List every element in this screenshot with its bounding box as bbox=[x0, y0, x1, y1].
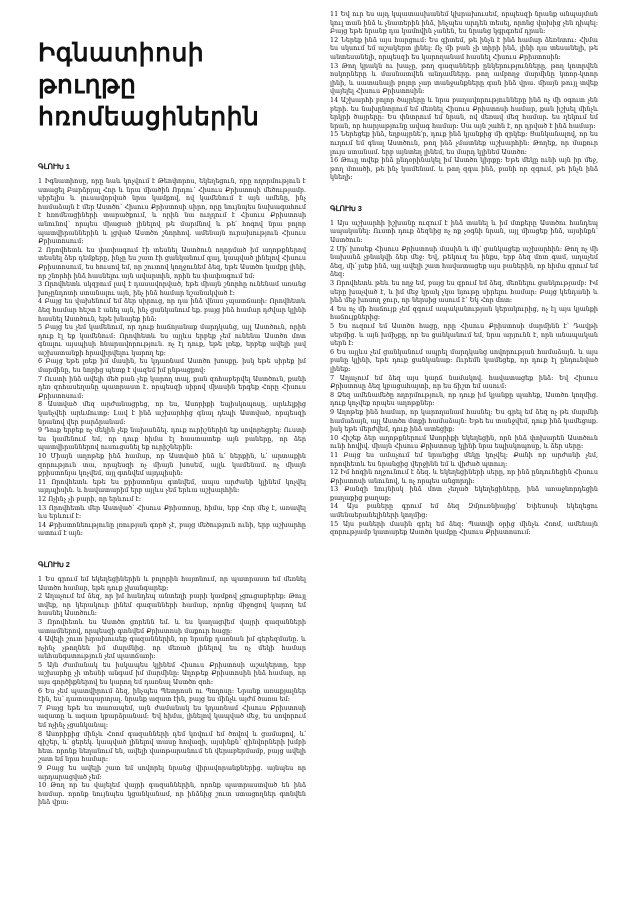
paragraph: 7 Բայց եթե ես տառապեմ, այն ժամանակ ես կդառնամ Հիսուս Քրիստոսի ազատը և ազատ կբարձրանամ։ Եվ հիմա, լինելով կապված մեջ, ես սովորում եմ ոչինչ չցանկանալ։ bbox=[38, 703, 306, 730]
paragraph: 4 Ավելի շուտ խրախուսեք գազաններին, որ նրանք դառնան իմ գերեզմանը. և ոչինչ չթողնեն իմ մարմնից. որ մեռած լինելով ես ոչ մեկի համար անհանգստություն չեմ պատճառի։ bbox=[38, 635, 306, 661]
section-heading: ԳԼՈՒԽ 3 bbox=[330, 203, 362, 213]
paragraph: 16 Թույլ տվեք ինձ ընդօրինակել իմ Աստծո կիրքը։ Եթե մեկը ունի այն իր մեջ, թող մտածի, թե ինչ կամենամ. և թող զգա ինձ, բանի որ զգում, թե ինչն ինձ կնեղի։ bbox=[330, 156, 598, 182]
paragraph: 2 Որովհետև ես փափագում էի տեսնել Աստծուն ողորմած իմ աղոթքներով տեսնել ձեր դեմքերը, ինչը ես շատ էի ցանկանում գալ, կապված լինելով Հիսուս Քրիստոսում, ես հուսով եմ, որ շուտով կողջունեմ ձեզ, եթե Աստծո կամքը լինի, որ շնորհի ինձ հասնելու այն ավարտին, որին ես փափագում եմ։ bbox=[38, 245, 306, 280]
paragraph: 9 Դուք երբեք ոչ մեկին չեք նախանձել. դուք ուրիշներին եք սովորեցրել։ Ուստի ես կամենում եմ, որ դուք հիմա էլ հաստատեք այն բաները, որ ձեր պատվիրաններով ուսուցանել եք ուրիշներին։ bbox=[38, 426, 306, 452]
paragraph: 3 Որովհետև ես Աստծո ցորենն եմ. և ես կաղացվեմ վայրի գազանների ատամներով, որպեսզի գտնվեմ Քրիստոսի մաքուր հացը։ bbox=[38, 617, 306, 635]
paragraph: 9 Աղոթեք ինձ համար, որ կարողանամ հասնել։ Ես գրել եմ ձեզ ոչ թե մարմնի համաձայն, այլ Աստծո մտքի համաձայն։ Եթե ես տանջվեմ, դուք ինձ կամեցաք. իսկ եթե մերժվեմ, դուք ինձ ատեցիք։ bbox=[330, 407, 598, 434]
paragraph: 1 Այս աշխարհի իշխանը ուզում է ինձ տանել և իմ մտքերը Աստծու հանդեպ ապականել։ Ուստի դուք ձեզնից ոչ ոք չօգնի նրան, այլ միացեք ինձ, այսինքն՝ Աստծուն։ bbox=[330, 218, 598, 245]
section bbox=[38, 560, 306, 807]
paragraph: 8 Աստված մեզ արժանացրեց, որ ես, Ասորիքի եպիսկոպոսը, արևելքից կանչվեի արևմուտք։ Լավ է ինձ աշխարհից գնալ դեպի Աստված, որպեսզի նրանով վեր բարձրանամ։ bbox=[38, 400, 306, 426]
paragraph: 2 Մի՛ խոսեք Հիսուս Քրիստոսի մասին և մի՛ ցանկացեք աշխարհին։ Թող ոչ մի նախանձ չբնակվի ձեր մեջ։ Եվ, թեկուզ ես ինքս, երբ ձեզ մոտ գամ, աղաչեմ ձեզ, մի՛ լսեք ինձ, այլ ավելի շատ հավատացեք այս բաներին, որ հիմա գրում եմ ձեզ։ bbox=[330, 244, 598, 279]
paragraph: 14 Այս բաները գրում եմ ձեզ Զմյուռնիայից՝ Եփեսոսի եկեղեցու ամենաերանելիների կողմից։ bbox=[330, 502, 598, 520]
paragraph: 8 Ձեզ ամենամեծը ողորմություն, որ դուք իմ կյանքը պահեք, Աստծո կողմից. դուք կոչվեք որպես աղոթքներ։ bbox=[330, 390, 598, 408]
section bbox=[38, 162, 306, 550]
paragraph: 6 Բայց եթե լռեք իմ մասին, ես կդառնամ Աստծո խոսքը. իսկ եթե սիրեք իմ մարմինը, ես նորից պետք է վազեմ իմ ընթացքով։ bbox=[38, 357, 306, 375]
paragraph: 10 Միայն աղոթեք ինձ համար, որ Աստված ինձ և՛ ներքին, և՛ արտաքին զորություն տա, որպեսզի ոչ միայն խոսեմ, այլև կամենամ. ոչ միայն քրիստոնյա կոչվեմ, այլ գտնվեմ այդպիսին։ bbox=[38, 452, 306, 478]
paragraph: 7 Ուստի ինձ ավելի մեծ բան չեք կարող տալ, քան զոհաբերվել Աստծուն, քանի դեռ զոհասեղանը պատրաստ է. որպեսզի սիրով միասին երգեք Հորը Հիսուս Քրիստոսում։ bbox=[38, 374, 306, 400]
paragraph: 13 Թող կրակն ու խաչը, թող գազանների ընկերությունները, թող կոտրվեն ոսկորները և մասնատվեն անդամները. թող ամբողջ մարմինը կտոր-կտոր լինի, և սատանայի բոլոր չար տանջանքները գան ինձ վրա. միայն թույլ տվեք վայելել Հիսուս Քրիստոսին։ bbox=[330, 61, 598, 96]
section-spacer bbox=[38, 538, 306, 550]
section-heading: ԳԼՈՒԽ 2 bbox=[38, 559, 70, 569]
paragraph: 15 Ներեցեք ինձ, եղբայրնե՛ր, դուք ինձ կյանքից մի զրկեք։ Ցանկանալով, որ ես ուղում եմ գնալ Աստծուն, թող ինձ չմատնեք աշխարհին։ Թողեք, որ մաքուր լույս ստանամ. երբ այնտեղ լինեմ, ես մարդ կլինեմ Աստծո։ bbox=[330, 130, 598, 156]
paragraph: 7 Աղաչում եմ ձեզ այս կարճ նամակով. հավատացեք ինձ։ Եվ Հիսուս Քրիստոսը ձեզ կբացահայտի, որ ես ճիշտ եմ ասում։ bbox=[330, 373, 598, 391]
paragraph: 13 Քանզի նույնիսկ ինձ մոտ չեղած եկեղեցիները, ինձ առաջնորդեցին քաղաքից քաղաք։ bbox=[330, 485, 598, 502]
paragraph: 8 Ասորիքից մինչև Հռոմ գազանների դեմ կռվում եմ ծովով և ցամաքով, և՛ գիշեր, և՛ ցերեկ. կապված լինելով տասը հովազի, այսինքն՝ զինվորների խմբի հետ. որոնք նեղանում են, ավելի վատթարանում են վերաբերմամբ, բայց ավելի շատ եմ նրա համար։ bbox=[38, 729, 306, 764]
paragraph: 9 Բայց ես ավելի շատ եմ սովորել նրանց վիրավորանքներից. այնպես որ արդարացված չեմ։ bbox=[38, 764, 306, 781]
paragraph: 14 Աշխարհի բոլոր ծայրերը և նրա բաղավորությունները ինձ ոչ մի օգուտ չեն բերի. ես նախընտրում եմ մեռնել Հիսուս Քրիստոսի համար, քան իշխել մինչև երկրի ծայրերը։ Ես փնտրում եմ նրան, ով մեռավ մեզ համար. ես ղեկում եմ նրան, որ հարյաթյունը ավագ համար։ Սա այն շահն է, որ դրված է ինձ համար։ bbox=[330, 95, 598, 130]
section bbox=[330, 10, 598, 194]
paragraph: 6 Ես չեմ պատվիրում ձեզ, ինչպես Պետրոսն ու Պողոսը։ Նրանք առաքյալներ էին, ես՝ դատապարտյալ. նրանք ազատ էին, բայց ես մինչև այժմ ծառա եմ։ bbox=[38, 686, 306, 704]
paragraph: 4 Ես ոչ մի հաճույք չեմ զգում ապականության կերակուրից, ոչ էլ այս կյանքի հաճույքներից։ bbox=[330, 304, 598, 322]
right-column bbox=[330, 10, 598, 537]
paragraph: 2 Աղաչում եմ ձեզ, որ իմ հանդեպ անտեղի բարի կամքով չցուցաբերեք։ Թույլ տվեք, որ կերակուր լինեմ գազանների համար, որոնց միջոցով կարող եմ հասնել Աստծուն։ bbox=[38, 592, 306, 618]
paragraph: 3 Որովհետև սկզբում լավ է դասավորված, եթե միայն շնորհը ունենամ առանց խոչընդոտի ստանալու այն, ինչ ինձ համար նշանակված է։ bbox=[38, 280, 306, 297]
left-column bbox=[38, 38, 306, 807]
paragraph: 1 Ես գրում եմ եկեղեցիներին և բոլորին հայտնում, որ պատրաստ եմ մեռնել Աստծո համար, եթե դուք չխանգարեք։ bbox=[38, 574, 306, 592]
paragraph: 12 Իմ հոգին ողջունում է ձեզ. և եկեղեցիների սերը, որ ինձ ընդունեցին Հիսուս Քրիստոսի անունով, և ոչ որպես անցորդի։ bbox=[330, 468, 598, 485]
section-heading: ԳԼՈՒԽ 1 bbox=[38, 162, 70, 171]
paragraph: 10 Հիշեք ձեր աղոթքներում Ասորիքի եկեղեցին, որն ինձ փոխարեն Աստծուն ունի հովիվ. միայն Հիսուս Քրիստոսը կլինի նրա եպիսկոպոսը, և ձեր սերը։ bbox=[330, 433, 598, 451]
paragraph: 6 Ես այլևս չեմ ցանկանում ապրել մարդկանց սովորության համաձայն. և այս բանը կլինի, եթե դուք ցանկանաք։ Ուրեմն կամեցեք, որ դուք էլ ընդունված լինեք։ bbox=[330, 347, 598, 373]
paragraph: 5 Ես ուզում եմ Աստծո հացը, որը Հիսուս Քրիստոսի մարմինն է՝ Դավթի սերմից. և այն խմիչքը, որ ես ցանկանում եմ, նրա արյունն է, որն անապական սերն է։ bbox=[330, 322, 598, 348]
paragraph: 11 Որովհետև եթե ես քրիստոնյա գտնվեմ, ապա արժանի կլինեմ կոչվել այդպիսին. և հավատարիմ երբ այլևս չեմ երևա աշխարհին։ bbox=[38, 477, 306, 495]
paragraph: 12 Ներեք ինձ այս հարցում։ Ես գիտեմ, թե ինչն է ինձ համար ձեռնտու։ Հիմա ես սկսում եմ աշակերտ լինել։ Ոչ մի բան չի տիրի ինձ, լինի դա տեսանելի, թե անտեսանելի, որպեսզի ես կարողանամ հասնել Հիսուս Քրիստոսին։ bbox=[330, 35, 598, 61]
paragraph: 3 Որովհետև թեև ես ողջ եմ, բայց ես գրում եմ ձեզ, մեռնելու ցանկությամբ։ Իմ սերը խաչված է, և իմ մեջ կրակ չկա նյութը սիրելու համար։ Բայց կենդանի և ինձ մեջ խոսող ջուր, որ ներսից ասում է՝ Եկ Հոր մոտ։ bbox=[330, 279, 598, 305]
paragraph: 12 Ոչինչ չի բարի, որ երևում է։ bbox=[38, 494, 142, 503]
paragraph: 10 Թող որ ես վայելեմ վայրի գազաններին, որոնք պատրաստված են ինձ համար. որոնք նույնպես կցանկանամ, որ ինձնից շուտ ստացողներ գտնվեն ինձ վրա։ bbox=[38, 781, 306, 807]
page-title: Իգնատիոսի թուղթը հռոմեացիներին bbox=[38, 40, 260, 131]
paragraph: 13 Որովհետև մեր Աստված՝ Հիսուս Քրիստոսը, հիմա, երբ Հոր մեջ է, առավել ևս երևում է։ bbox=[38, 503, 306, 521]
section bbox=[330, 204, 598, 537]
paragraph: 4 Բայց ես վախենում եմ ձեր սիրուց, որ դա ինձ վնաս չպատճառի։ Որովհետև ձեզ համար հեշտ է անել այն, ինչ ցանկանում եք. բայց ինձ համար դժվար կլինի հասնել Աստծուն, եթե խնայեք ինձ։ bbox=[38, 297, 306, 323]
section-spacer bbox=[330, 182, 598, 194]
paragraph: 15 Այս բաների մասին գրել եմ ձեզ։ Պատվի օրից մինչև Հռոմ, ամենայն զորությամբ կատարեք Աստծո կամքը Հիսուս Քրիստոսում։ bbox=[330, 519, 598, 537]
paragraph: 1 Իգնատիոսը, որը նաև կոչվում է Թեոփորոս, եկեղեցուն, որը ողորմություն է ստացել Բարձրյալ Հոր և նրա միածին Որդու՝ Հիսուս Քրիստոսի մեծությամբ. սիրելիս և լուսավորված նրա կամքով, ով կամենում է այն ամենը, ինչ համաձայն է մեր Աստծո՝ Հիսուս Քրիստոսի սիրո, որը նույնպես նախագահում է հռոմեացիների տարածքում, և որին նա ուղղում է Հիսուս Քրիստոսի անունով՝ որպես միացած լինելով թե մարմնով և թե՛ հոգով նրա բոլոր պատվիրաններին և լցված Աստծո շնորհով. ամենայն ուրախություն Հիսուս Քրիստոսում։ bbox=[38, 177, 306, 246]
paragraph: 5 Բայց ես չեմ կամենում, որ դուք հաճոյանաք մարդկանց, այլ Աստծուն, որին դուք էլ եք կամենում։ Որովհետև ես այլևս երբեք չեմ ունենա Աստծո մոտ գնալու այսպիսի հնարավորություն. ոչ էլ դուք, եթե լռեք, երբեք ավելի լավ աշխատանքի հրավիրվելու կարող եք։ bbox=[38, 323, 306, 357]
paragraph: 11 Եվ ուր ես այդ կպատասխանեմ կխրախուսեմ, որպեսզի նրանք անպայման կուլ տան ինձ և չնատերին ինձ, ինչպես արդեն տեսել, որոնց վախից չեն դիպել։ Բայց եթե նրանք դա կամովին չանեն, ես նրանց կգրգռեմ դրան։ bbox=[330, 10, 598, 36]
paragraph: 11 Բայց ես ամաչում եմ նրանցից մեկը կոչվել։ Քանի որ արժանի չեմ, որովհետև ես նրանցից վերջինն եմ և վիժած պտուղ։ bbox=[330, 450, 598, 468]
paragraph: 14 Քրիստոնեությունը լռության գործ չէ, բայց մեծություն ունի, երբ աշխարհը ատում է այն։ bbox=[38, 520, 306, 538]
paragraph: 5 Այն ժամանակ ես իսկապես կլինեմ Հիսուս Քրիստոսի աշակերտը, երբ աշխարհը չի տեսնի անգամ իմ մարմինը։ Աղոթեք Քրիստոսին ինձ համար, որ այս գործիքներով ես կարող եմ դառնալ Աստծո զոհ։ bbox=[38, 660, 306, 687]
